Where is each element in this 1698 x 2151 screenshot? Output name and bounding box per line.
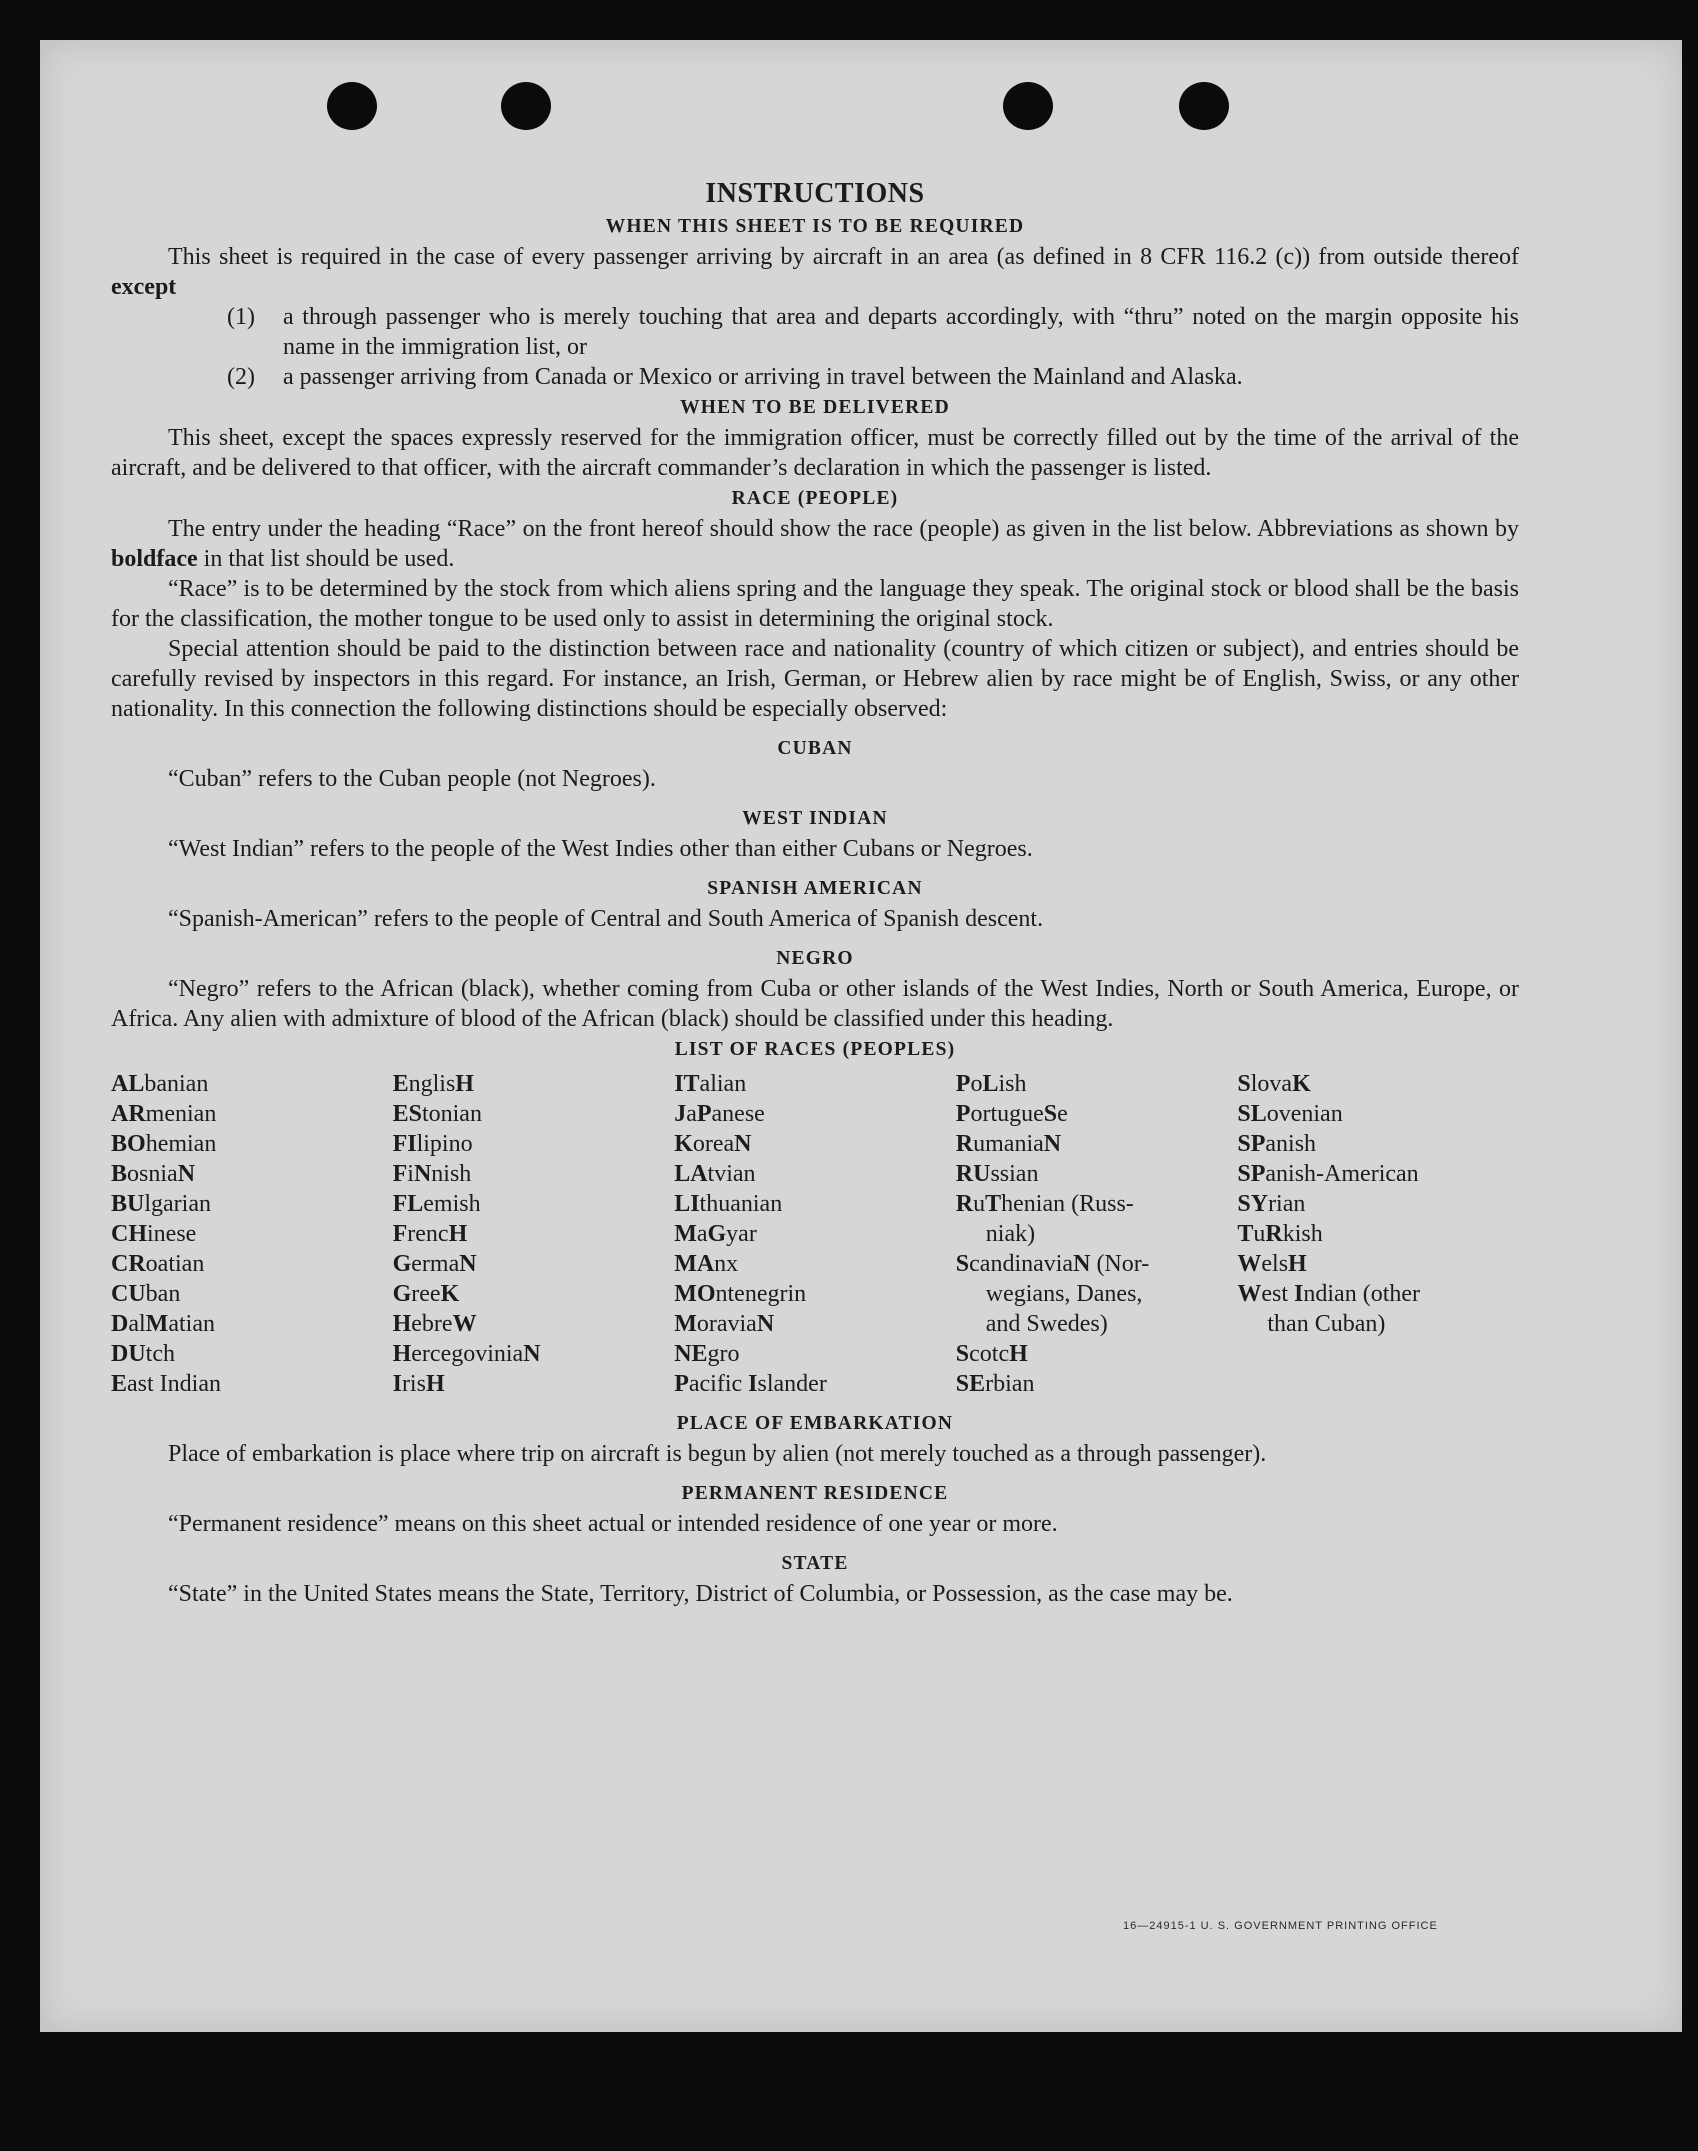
race-entry: RuThenian (Russ- [955, 1191, 1134, 1217]
race-entry: Pacific Islander [674, 1371, 827, 1397]
race-entry: JaPanese [674, 1101, 765, 1127]
west-indian-text: “West Indian” refers to the people of the West Indies other than either Cubans or Negroes. [168, 836, 1033, 862]
heading-list-of-races: LIST OF RACES (PEOPLES) [674, 1039, 956, 1060]
race-entry: ITalian [674, 1071, 747, 1097]
race-entry: CUban [111, 1281, 181, 1307]
delivered-text: This sheet, except the spaces expressly reserved for the immigration officer, must be correctly filled out by the time of the arrival of the aircraft, and be delivered to that officer, with the aircraft commander’s declaration in which the passenger is listed. [111, 425, 1519, 481]
heading-cuban: CUBAN [777, 738, 853, 759]
races-column-4 [956, 1069, 1238, 1399]
required-item-2: (2) a passenger arriving from Canada or Mexico or arriving in travel between the Mainland and Alaska. [227, 364, 1243, 390]
heading-embarkation: PLACE OF EMBARKATION [676, 1413, 954, 1434]
race-entry: CHinese [111, 1221, 197, 1247]
race-entry: FIlipino [392, 1131, 473, 1157]
heading-delivered: WHEN TO BE DELIVERED [680, 397, 950, 418]
page-title: INSTRUCTIONS [705, 178, 925, 209]
race-entry: NEgro [674, 1341, 740, 1367]
race-entry: SLovenian [1237, 1101, 1343, 1127]
race-entry: FrencH [392, 1221, 468, 1247]
race-paragraph-3: Special attention should be paid to the distinction between race and nationality (country of which citizen or subject), and entries should be carefully revised by inspectors in this regard. For instance, an Irish, German, or Hebrew alien by race might be of English, Swiss, or any other nationality. In this connection the following distinctions should be especially observed: [111, 636, 1519, 722]
heading-required: WHEN THIS SHEET IS TO BE REQUIRED [605, 216, 1025, 237]
races-column-1 [111, 1069, 393, 1399]
race-entry: wegians, Danes, [985, 1281, 1143, 1307]
race-entry: PortugueSe [955, 1101, 1068, 1127]
race-entry: and Swedes) [985, 1311, 1108, 1337]
heading-state: STATE [781, 1553, 849, 1574]
required-intro: This sheet is required in the case of every passenger arriving by aircraft in an area (as defined in 8 CFR 116.2 (c)) from outside thereof except [111, 244, 1519, 300]
race-entry: BosniaN [111, 1161, 196, 1187]
race-entry: GreeK [392, 1281, 460, 1307]
race-entry: DUtch [111, 1341, 175, 1367]
race-entry: than Cuban) [1267, 1311, 1386, 1337]
race-entry: West Indian (other [1237, 1281, 1421, 1307]
race-entry: DalMatian [111, 1311, 215, 1337]
state-text: “State” in the United States means the State, Territory, District of Columbia, or Possession, as the case may be. [168, 1581, 1233, 1607]
race-entry: CRoatian [111, 1251, 205, 1277]
race-entry: WelsH [1237, 1251, 1307, 1277]
spanish-american-text: “Spanish-American” refers to the people of Central and South America of Spanish descent. [168, 906, 1044, 932]
races-column-2 [393, 1069, 675, 1399]
races-column-3 [674, 1069, 956, 1399]
race-entry: East Indian [111, 1371, 221, 1397]
punch-hole-1 [327, 82, 377, 130]
race-entry: ALbanian [111, 1071, 209, 1097]
cuban-text: “Cuban” refers to the Cuban people (not Negroes). [168, 766, 656, 792]
required-item-1: (1) a through passenger who is merely touching that area and departs accordingly, with “thru” noted on the margin opposite his name in the immigration list, or [227, 304, 1519, 360]
heading-west-indian: WEST INDIAN [742, 808, 888, 829]
race-entry: SPanish-American [1237, 1161, 1419, 1187]
races-list [111, 1069, 1519, 1399]
race-paragraph-1: The entry under the heading “Race” on the front hereof should show the race (people) as given in the list below. Abbreviations as shown by boldface in that list should be used. [111, 516, 1519, 572]
race-entry: MoraviaN [674, 1311, 775, 1337]
race-entry: ScandinaviaN (Nor- [955, 1251, 1150, 1277]
race-entry: SErbian [955, 1371, 1035, 1397]
races-column-5 [1237, 1069, 1519, 1399]
race-entry: PoLish [955, 1071, 1027, 1097]
race-paragraph-2: “Race” is to be determined by the stock from which aliens spring and the language they speak. The original stock or blood shall be the basis for the classification, the mother tongue to be used only to assist in determining the original stock. [111, 576, 1519, 632]
race-entry: EnglisH [392, 1071, 474, 1097]
heading-spanish-american: SPANISH AMERICAN [707, 878, 923, 899]
punch-hole-4 [1179, 82, 1229, 130]
heading-residence: PERMANENT RESIDENCE [681, 1483, 949, 1504]
heading-race: RACE (PEOPLE) [731, 488, 899, 509]
race-entry: BOhemian [111, 1131, 217, 1157]
race-entry: TuRkish [1237, 1221, 1323, 1247]
race-entry: EStonian [392, 1101, 482, 1127]
race-entry: KoreaN [674, 1131, 752, 1157]
race-entry: RUssian [955, 1161, 1039, 1187]
heading-negro: NEGRO [776, 948, 854, 969]
negro-text: “Negro” refers to the African (black), whether coming from Cuba or other islands of the West Indies, North or South America, Europe, or Africa. Any alien with admixture of blood of the African (black) should be classified under this heading. [111, 976, 1519, 1032]
race-entry: HebreW [392, 1311, 477, 1337]
punch-hole-3 [1003, 82, 1053, 130]
race-entry: FiNnish [392, 1161, 472, 1187]
race-entry: GermaN [392, 1251, 477, 1277]
race-entry: BUlgarian [111, 1191, 211, 1217]
race-entry: MAnx [674, 1251, 739, 1277]
embarkation-text: Place of embarkation is place where trip on aircraft is begun by alien (not merely touched as a through passenger). [168, 1441, 1267, 1467]
race-entry: MaGyar [674, 1221, 757, 1247]
race-entry: MOntenegrin [674, 1281, 807, 1307]
race-entry: SlovaK [1237, 1071, 1311, 1097]
race-entry: SYrian [1237, 1191, 1306, 1217]
race-entry: RumaniaN [955, 1131, 1062, 1157]
punch-hole-2 [501, 82, 551, 130]
race-entry: SPanish [1237, 1131, 1317, 1157]
residence-text: “Permanent residence” means on this sheet actual or intended residence of one year or more. [168, 1511, 1058, 1537]
race-entry: LAtvian [674, 1161, 756, 1187]
race-entry: ScotcH [955, 1341, 1028, 1367]
race-entry: niak) [985, 1221, 1036, 1247]
race-entry: FLemish [392, 1191, 481, 1217]
printing-office-code: 16—24915-1 U. S. GOVERNMENT PRINTING OFFICE [1123, 1920, 1438, 1932]
race-entry: HercegoviniaN [392, 1341, 541, 1367]
race-entry: ARmenian [111, 1101, 217, 1127]
race-entry: LIthuanian [674, 1191, 783, 1217]
race-entry: IrisH [392, 1371, 445, 1397]
